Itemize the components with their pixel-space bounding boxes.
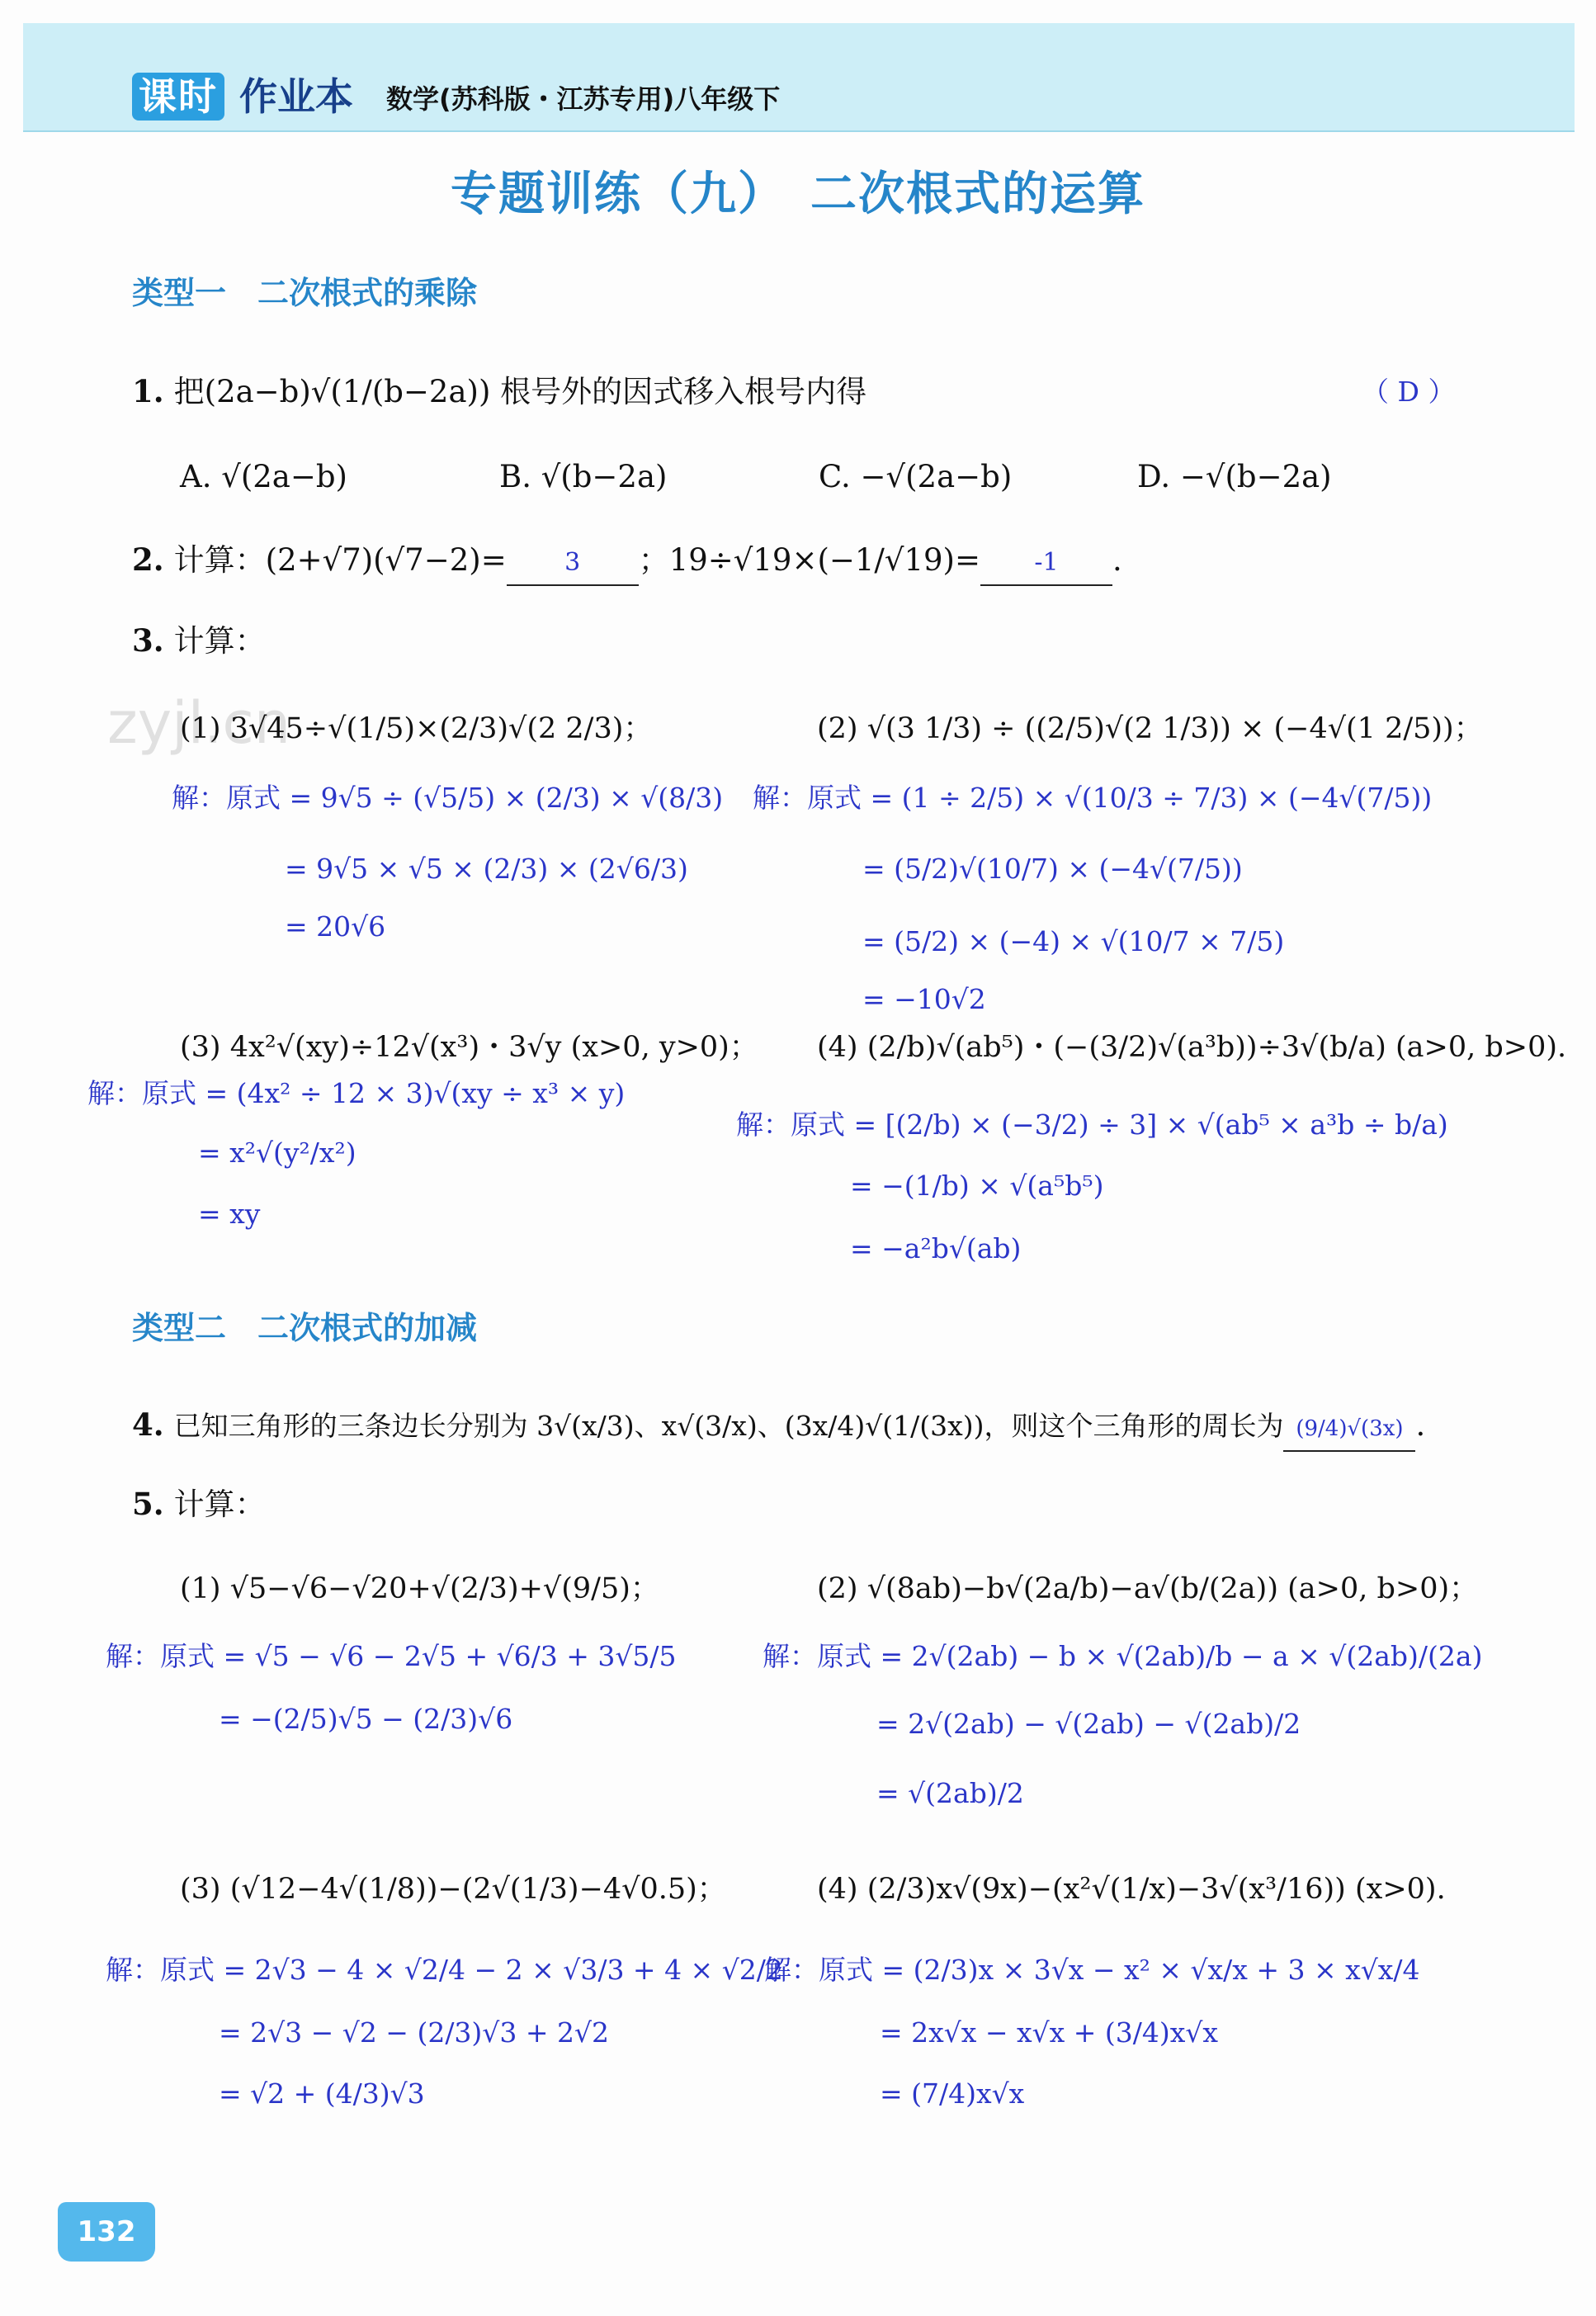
q3-p1-line-2: = 9√5 × √5 × (2/3) × (2√6/3)	[285, 853, 688, 885]
q5-p4-line-3: = (7/4)x√x	[880, 2077, 1025, 2110]
q5-p1-line-1: 解：原式 = √5 − √6 − 2√5 + √6/3 + 3√5/5	[106, 1640, 677, 1672]
q1-answer: （ D ）	[1362, 376, 1456, 408]
q5-p4-line-1: 解：原式 = (2/3)x × 3√x − x² × √x/x + 3 × x√x/4	[764, 1954, 1420, 1986]
q3-p3-line-2: = x²√(y²/x²)	[198, 1137, 357, 1169]
q2-answer-2: -1	[980, 541, 1112, 586]
q5-p4-line-2: = 2x√x − x√x + (3/4)x√x	[880, 2016, 1219, 2049]
q5-p3-problem: (3) (√12−4√(1/8))−(2√(1/3)−4√0.5)；	[180, 1873, 726, 1906]
q3-p1-problem: (1) 3√45÷√(1/5)×(2/3)√(2 2/3)；	[180, 712, 653, 745]
question-5	[132, 1482, 266, 1526]
q3-p2-line-2: = (5/2)√(10/7) × (−4√(7/5))	[862, 853, 1243, 885]
q4-answer: (9/4)√(3x)	[1283, 1407, 1415, 1452]
book-info: 数学(苏科版・江苏专用)八年级下	[386, 83, 781, 115]
q3-p2-line-3: = (5/2) × (−4) × √(10/7 × 7/5)	[862, 925, 1285, 957]
question-number: 4.	[132, 1406, 164, 1443]
question-number: 2.	[132, 541, 164, 578]
q5-p2-problem: (2) √(8ab)−b√(2a/b)−a√(b/(2a)) (a>0, b>0)；	[817, 1572, 1479, 1605]
q1-option-d: D. −√(b−2a)	[1137, 459, 1332, 494]
q3-p3-line-1: 解：原式 = (4x² ÷ 12 × 3)√(xy ÷ x³ × y)	[87, 1077, 626, 1109]
q4-end: .	[1415, 1407, 1426, 1443]
q2-answer-1: 3	[507, 541, 639, 586]
question-text: 已知三角形的三条边长分别为 3√(x/3)、x√(3/x)、(3x/4)√(1/(3x))，则这个三角形的周长为	[173, 1410, 1284, 1442]
q5-p2-line-1: 解：原式 = 2√(2ab) − b × √(2ab)/b − a × √(2ab)/(2a)	[763, 1640, 1483, 1672]
q3-p3-problem: (3) 4x²√(xy)÷12√(x³)・3√y (x>0, y>0)；	[180, 1031, 758, 1064]
q5-p4-problem: (4) (2/3)x√(9x)−(x²√(1/x)−3√(x³/16)) (x>0).	[817, 1873, 1446, 1906]
q2-text-3: .	[1112, 542, 1122, 578]
q2-text-1: 计算：(2+√7)(√7−2)=	[173, 542, 507, 578]
q5-p2-line-3: = √(2ab)/2	[876, 1777, 1024, 1809]
question-text: 计算：	[173, 1486, 266, 1522]
page-number: 132	[58, 2202, 155, 2262]
question-number: 1.	[132, 373, 164, 409]
question-number: 5.	[132, 1486, 164, 1522]
q3-p2-line-4: = −10√2	[862, 983, 986, 1015]
section-heading-2: 类型二 二次根式的加减	[132, 1310, 478, 1346]
q5-p3-line-2: = 2√3 − √2 − (2/3)√3 + 2√2	[219, 2016, 609, 2049]
page-title: 专题训练（九） 二次根式的运算	[451, 168, 1145, 221]
q1-option-c: C. −√(2a−b)	[819, 459, 1013, 494]
series-name: 作业本	[239, 74, 353, 119]
question-number: 3.	[132, 622, 164, 659]
q3-p2-line-1: 解：原式 = (1 ÷ 2/5) × √(10/3 ÷ 7/3) × (−4√(7/5))	[753, 782, 1433, 814]
q3-p3-line-3: = xy	[198, 1198, 261, 1230]
q3-p1-line-3: = 20√6	[285, 910, 386, 943]
q2-text-2: ；19÷√19×(−1/√19)=	[638, 542, 980, 578]
q3-p1-line-1: 解：原式 = 9√5 ÷ (√5/5) × (2/3) × √(8/3)	[172, 782, 724, 814]
question-3	[132, 619, 266, 663]
question-1	[132, 370, 866, 414]
q3-p4-line-2: = −(1/b) × √(a⁵b⁵)	[850, 1170, 1104, 1202]
question-2	[132, 538, 1122, 586]
q3-p4-line-1: 解：原式 = [(2/b) × (−3/2) ÷ 3] × √(ab⁵ × a³b ÷ b/a)	[736, 1108, 1448, 1141]
q1-option-a: A. √(2a−b)	[180, 459, 347, 494]
q5-p3-line-3: = √2 + (4/3)√3	[219, 2077, 425, 2110]
q5-p1-problem: (1) √5−√6−√20+√(2/3)+√(9/5)；	[180, 1572, 659, 1605]
q5-p2-line-2: = 2√(2ab) − √(2ab) − √(2ab)/2	[876, 1708, 1301, 1740]
question-4	[132, 1403, 1425, 1452]
q5-p3-line-1: 解：原式 = 2√3 − 4 × √2/4 − 2 × √3/3 + 4 × √2/2	[106, 1954, 783, 1986]
question-text: 计算：	[173, 623, 266, 659]
q3-p4-problem: (4) (2/b)√(ab⁵)・(−(3/2)√(a³b))÷3√(b/a) (a>0, b>0).	[817, 1031, 1567, 1064]
q3-p2-problem: (2) √(3 1/3) ÷ ((2/5)√(2 1/3)) × (−4√(1 2/5))；	[817, 712, 1483, 745]
section-heading-1: 类型一 二次根式的乘除	[132, 275, 478, 311]
q3-p4-line-3: = −a²b√(ab)	[850, 1232, 1022, 1264]
q5-p1-line-2: = −(2/5)√5 − (2/3)√6	[219, 1703, 513, 1735]
question-text: 把(2a−b)√(1/(b−2a)) 根号外的因式移入根号内得	[173, 374, 867, 409]
series-logo: 课时	[132, 73, 224, 121]
q1-option-b: B. √(b−2a)	[499, 459, 668, 494]
watermark: zyjl.cn	[107, 689, 291, 757]
